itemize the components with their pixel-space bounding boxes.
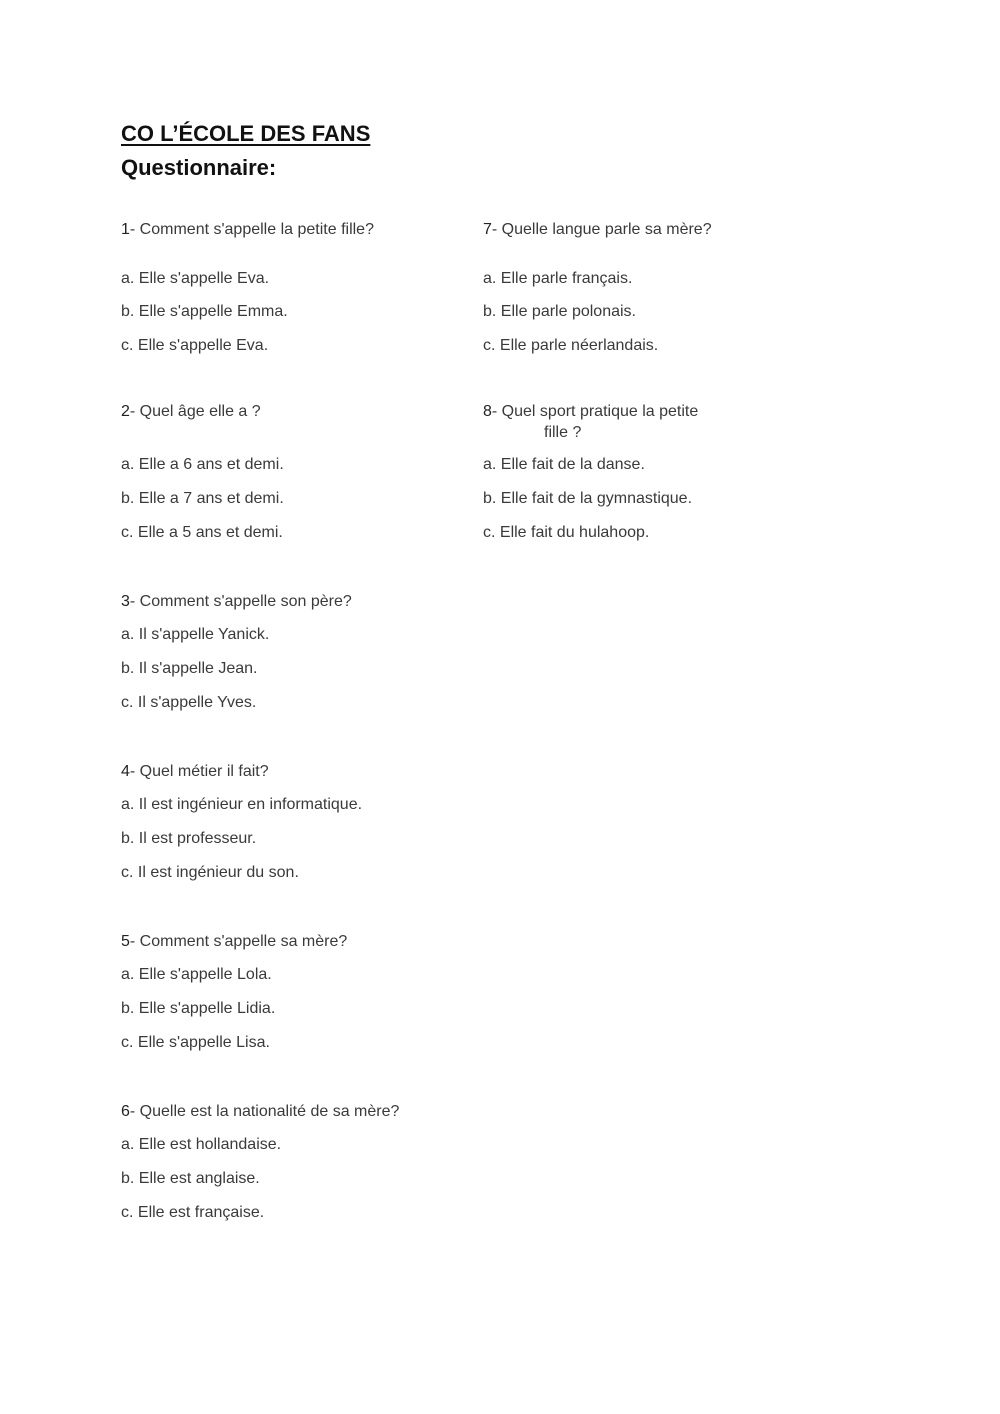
question-number: 3 bbox=[121, 593, 130, 610]
option-6c[interactable]: c. Elle est française. bbox=[121, 1204, 265, 1221]
question-text: - Quel métier il fait? bbox=[129, 763, 269, 780]
question-number: 2 bbox=[121, 403, 130, 420]
question-2 bbox=[121, 401, 261, 422]
option-4a[interactable]: a. Il est ingénieur en informatique. bbox=[121, 796, 363, 813]
question-number: 1 bbox=[121, 221, 130, 238]
question-text-line2: fille ? bbox=[544, 424, 582, 441]
option-2b[interactable]: b. Elle a 7 ans et demi. bbox=[121, 490, 284, 507]
option-5a[interactable]: a. Elle s'appelle Lola. bbox=[121, 966, 272, 983]
question-6 bbox=[121, 1101, 399, 1122]
question-number: 7 bbox=[483, 221, 492, 238]
option-8b[interactable]: b. Elle fait de la gymnastique. bbox=[483, 490, 693, 507]
option-3b[interactable]: b. Il s'appelle Jean. bbox=[121, 660, 258, 677]
option-4c[interactable]: c. Il est ingénieur du son. bbox=[121, 864, 299, 881]
option-5c[interactable]: c. Elle s'appelle Lisa. bbox=[121, 1034, 270, 1051]
option-3c[interactable]: c. Il s'appelle Yves. bbox=[121, 694, 257, 711]
option-1b[interactable]: b. Elle s'appelle Emma. bbox=[121, 303, 288, 320]
option-5b[interactable]: b. Elle s'appelle Lidia. bbox=[121, 1000, 276, 1017]
option-7b[interactable]: b. Elle parle polonais. bbox=[483, 303, 636, 320]
page-title: CO L’ÉCOLE DES FANS bbox=[121, 121, 371, 146]
question-text: - Comment s'appelle la petite fille? bbox=[129, 221, 374, 238]
question-text: - Comment s'appelle sa mère? bbox=[129, 933, 348, 950]
question-7 bbox=[483, 219, 712, 240]
question-3 bbox=[121, 591, 352, 612]
option-7c[interactable]: c. Elle parle néerlandais. bbox=[483, 337, 659, 354]
option-1a[interactable]: a. Elle s'appelle Eva. bbox=[121, 270, 270, 287]
question-1 bbox=[121, 219, 374, 240]
option-8c[interactable]: c. Elle fait du hulahoop. bbox=[483, 524, 650, 541]
question-text: - Quel sport pratique la petite bbox=[491, 403, 699, 420]
option-7a[interactable]: a. Elle parle français. bbox=[483, 270, 633, 287]
option-2c[interactable]: c. Elle a 5 ans et demi. bbox=[121, 524, 283, 541]
question-number: 5 bbox=[121, 933, 130, 950]
question-text: - Comment s'appelle son père? bbox=[129, 593, 352, 610]
question-number: 4 bbox=[121, 763, 130, 780]
option-4b[interactable]: b. Il est professeur. bbox=[121, 830, 257, 847]
option-3a[interactable]: a. Il s'appelle Yanick. bbox=[121, 626, 270, 643]
option-1c[interactable]: c. Elle s'appelle Eva. bbox=[121, 337, 269, 354]
question-number: 6 bbox=[121, 1103, 130, 1120]
question-text: - Quel âge elle a ? bbox=[129, 403, 261, 420]
option-6a[interactable]: a. Elle est hollandaise. bbox=[121, 1136, 282, 1153]
question-number: 8 bbox=[483, 403, 492, 420]
page-subtitle: Questionnaire: bbox=[121, 155, 277, 180]
question-8 bbox=[483, 401, 743, 443]
question-4 bbox=[121, 761, 269, 782]
question-5 bbox=[121, 931, 347, 952]
option-2a[interactable]: a. Elle a 6 ans et demi. bbox=[121, 456, 284, 473]
question-text: - Quelle langue parle sa mère? bbox=[491, 221, 712, 238]
option-6b[interactable]: b. Elle est anglaise. bbox=[121, 1170, 260, 1187]
option-8a[interactable]: a. Elle fait de la danse. bbox=[483, 456, 645, 473]
question-text: - Quelle est la nationalité de sa mère? bbox=[129, 1103, 400, 1120]
